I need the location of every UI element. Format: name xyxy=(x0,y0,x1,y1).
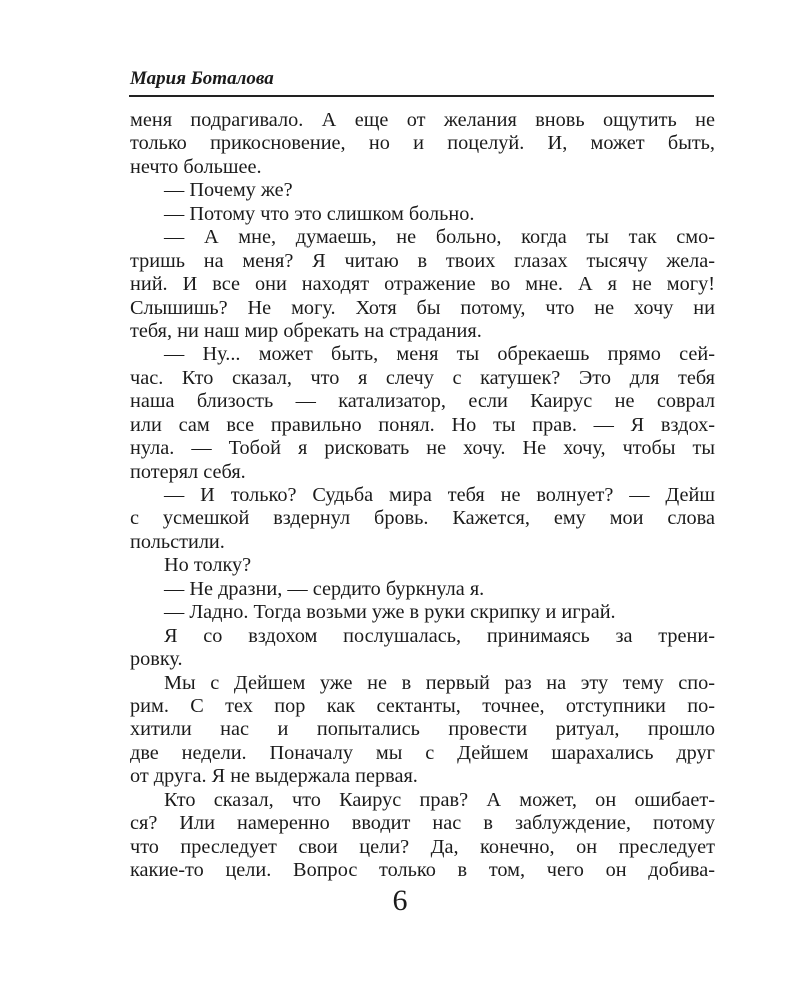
page-number: 6 xyxy=(392,884,408,917)
text-line: нечто большее. xyxy=(130,155,262,178)
text-line: — А мне, думаешь, не больно, когда ты так смо- xyxy=(164,226,715,249)
text-line: рим. С тех пор как сектанты, точнее, отступники по- xyxy=(130,694,715,717)
text-line: или сам все правильно понял. Но ты прав. — Я вздох- xyxy=(130,413,715,436)
text-line: потерял себя. xyxy=(130,460,246,483)
text-line: час. Кто сказал, что я слечу с катушек? Это для тебя xyxy=(130,366,715,389)
text-line: что преследует свои цели? Да, конечно, он преследует xyxy=(130,835,715,858)
text-line: — Потому что это слишком больно. xyxy=(164,202,475,225)
text-line: только прикосновение, но и поцелуй. И, может быть, xyxy=(130,132,715,155)
text-line: польстили. xyxy=(130,530,225,553)
text-line: с усмешкой вздернул бровь. Кажется, ему мои слова xyxy=(130,507,715,530)
text-line: — Почему же? xyxy=(164,179,293,202)
text-line: — И только? Судьба мира тебя не волнует? — Дейш xyxy=(164,484,715,506)
text-line: наша близость — катализатор, если Каирус не соврал xyxy=(130,390,715,413)
text-line: тришь на меня? Я читаю в твоих глазах тысячу жела- xyxy=(130,249,715,272)
text-line: меня подрагивало. А еще от желания вновь ощутить не xyxy=(130,109,715,131)
text-line: — Не дразни, — сердито буркнула я. xyxy=(164,577,485,600)
text-line: Кто сказал, что Каирус прав? А может, он ошибает- xyxy=(164,788,715,811)
text-line: нула. — Тобой я рисковать не хочу. Не хочу, чтобы ты xyxy=(130,437,715,460)
text-line: Мы с Дейшем уже не в первый раз на эту тему спо- xyxy=(164,671,715,694)
text-line: ровку. xyxy=(130,648,183,671)
text-line: тебя, ни наш мир обрекать на страдания. xyxy=(130,319,482,342)
text-line: Я со вздохом послушалась, принимаясь за трени- xyxy=(164,624,715,647)
text-line: — Ну... может быть, меня ты обрекаешь прямо сей- xyxy=(164,343,715,366)
text-line: хитили нас и попытались провести ритуал, прошло xyxy=(130,718,715,741)
page-body-text xyxy=(130,109,715,882)
text-line: Но толку? xyxy=(164,554,252,577)
text-line: ний. И все они находят отражение во мне. А я не могу! xyxy=(130,273,715,296)
header-divider xyxy=(129,95,714,97)
text-line: Слышишь? Не могу. Хотя бы потому, что не хочу ни xyxy=(130,296,715,319)
text-line: от друга. Я не выдержала первая. xyxy=(130,765,418,788)
running-header-author: Мария Боталова xyxy=(130,68,274,89)
text-line: — Ладно. Тогда возьми уже в руки скрипку и играй. xyxy=(164,601,616,624)
text-line: две недели. Поначалу мы с Дейшем шарахались друг xyxy=(130,741,715,764)
text-line: какие-то цели. Вопрос только в том, чего он добива- xyxy=(130,859,715,881)
text-line: ся? Или намеренно вводит нас в заблуждение, потому xyxy=(130,812,715,835)
